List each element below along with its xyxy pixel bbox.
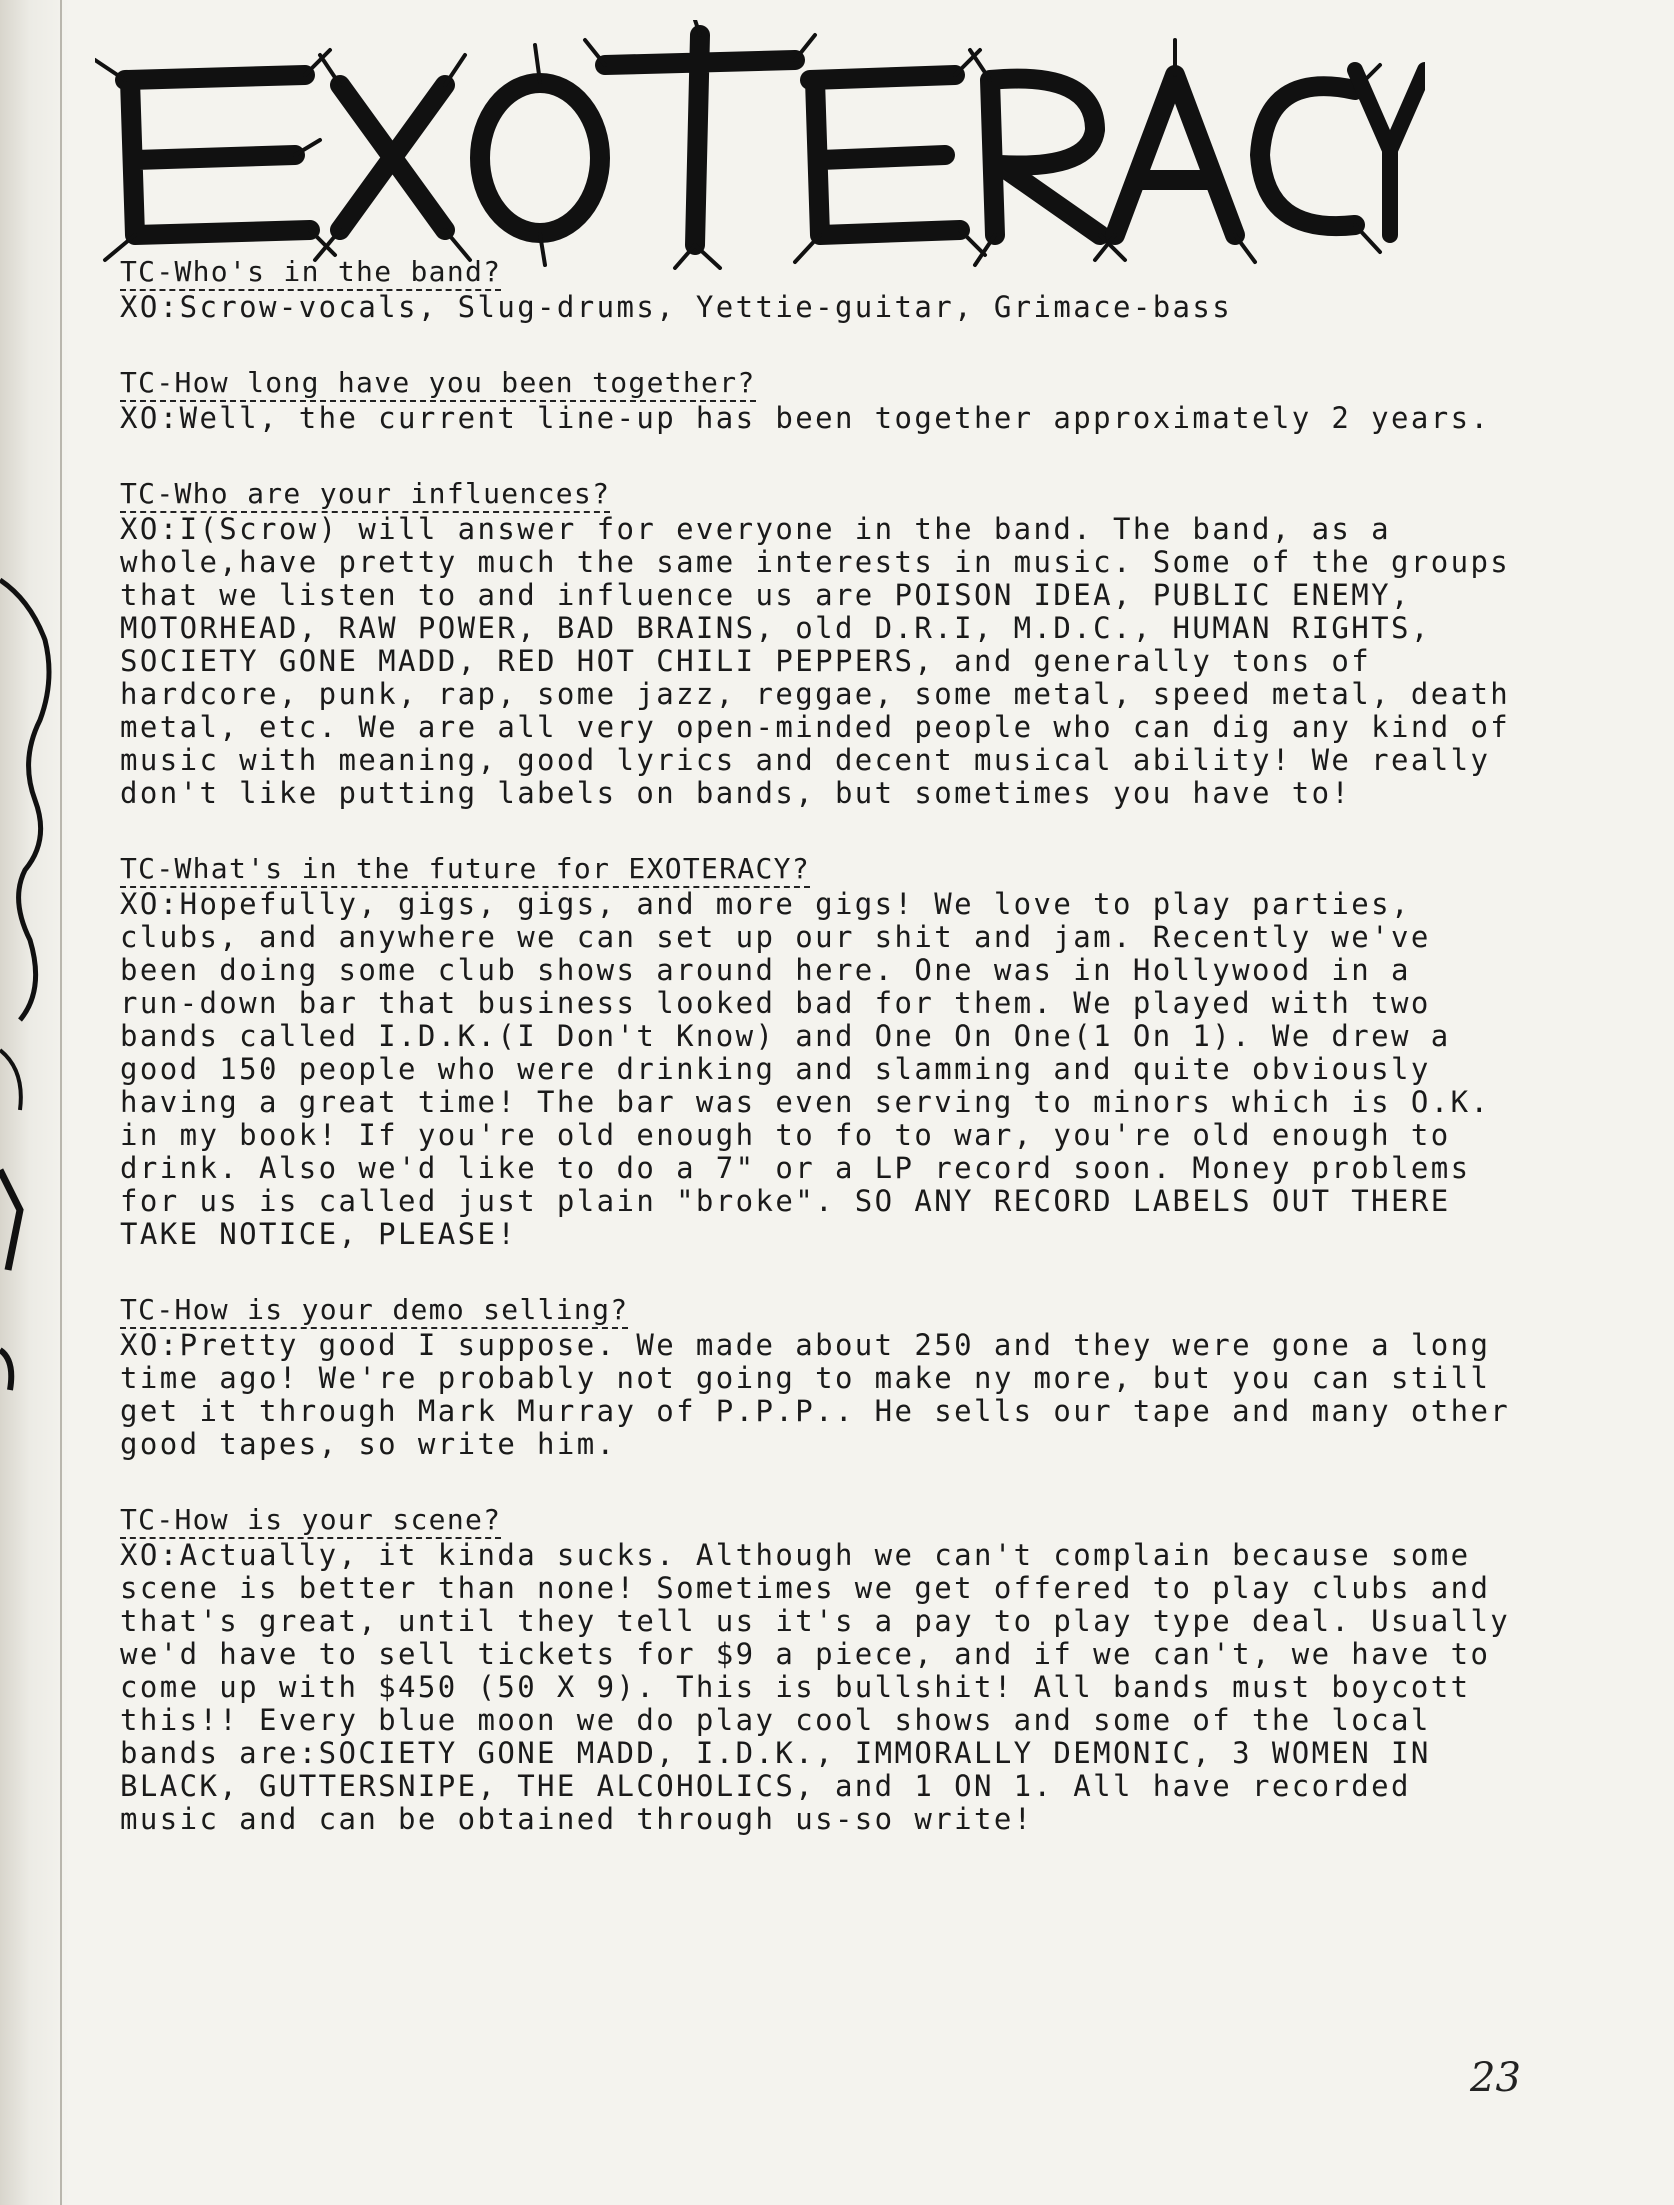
interview-answer-line: XO:Hopefully, gigs, gigs, and more gigs! We love to play parties, xyxy=(120,887,1411,921)
interview-answer-line: been doing some club shows around here. One was in Hollywood in a xyxy=(120,953,1411,987)
qa-block xyxy=(120,477,1520,810)
qa-block xyxy=(120,255,1520,324)
interview-answer-line: in my book! If you're old enough to fo to war, you're old enough to xyxy=(120,1118,1451,1152)
interview-answer-line: music and can be obtained through us-so write! xyxy=(120,1802,1034,1836)
interview-answer-line: MOTORHEAD, RAW POWER, BAD BRAINS, old D.R.I, M.D.C., HUMAN RIGHTS, xyxy=(120,611,1431,645)
interview-answer-line: BLACK, GUTTERSNIPE, THE ALCOHOLICS, and 1 ON 1. All have recorded xyxy=(120,1769,1411,1803)
qa-block xyxy=(120,366,1520,435)
interview-question: TC-Who's in the band? xyxy=(120,255,501,291)
interview-answer-line: metal, etc. We are all very open-minded people who can dig any kind of xyxy=(120,710,1511,744)
interview-answer-line: XO:Scrow-vocals, Slug-drums, Yettie-guitar, Grimace-bass xyxy=(120,290,1233,324)
interview-answer-line: XO:Pretty good I suppose. We made about 250 and they were gone a long xyxy=(120,1328,1491,1362)
interview-answer-line: good 150 people who were drinking and slamming and quite obviously xyxy=(120,1052,1431,1086)
interview-answer-line: time ago! We're probably not going to make ny more, but you can still xyxy=(120,1361,1491,1395)
interview-answer-line: get it through Mark Murray of P.P.P.. He sells our tape and many other xyxy=(120,1394,1511,1428)
qa-block xyxy=(120,852,1520,1251)
interview-answer-line: drink. Also we'd like to do a 7" or a LP record soon. Money problems xyxy=(120,1151,1471,1185)
interview-answer-line: XO:Actually, it kinda sucks. Although we can't complain because some xyxy=(120,1538,1471,1572)
interview-answer-line: don't like putting labels on bands, but sometimes you have to! xyxy=(120,776,1352,810)
interview-question: TC-How is your scene? xyxy=(120,1503,501,1539)
interview-answer-line: hardcore, punk, rap, some jazz, reggae, some metal, speed metal, death xyxy=(120,677,1511,711)
interview-answer-line: run-down bar that business looked bad for them. We played with two xyxy=(120,986,1431,1020)
interview-answer-line: scene is better than none! Sometimes we get offered to play clubs and xyxy=(120,1571,1491,1605)
interview-answer-line: good tapes, so write him. xyxy=(120,1427,617,1461)
interview-question: TC-How long have you been together? xyxy=(120,366,756,402)
interview-answer-line: we'd have to sell tickets for $9 a piece, and if we can't, we have to xyxy=(120,1637,1491,1671)
qa-block xyxy=(120,1503,1520,1836)
interview-answer-line: that we listen to and influence us are POISON IDEA, PUBLIC ENEMY, xyxy=(120,578,1411,612)
interview-answer-line: TAKE NOTICE, PLEASE! xyxy=(120,1217,518,1251)
interview-answer-line: music with meaning, good lyrics and decent musical ability! We really xyxy=(120,743,1491,777)
interview-answer-line: bands called I.D.K.(I Don't Know) and One On One(1 On 1). We drew a xyxy=(120,1019,1451,1053)
interview-answer-line: come up with $450 (50 X 9). This is bullshit! All bands must boycott xyxy=(120,1670,1471,1704)
interview-answer-line: whole,have pretty much the same interests in music. Some of the groups xyxy=(120,545,1511,579)
interview-answer-line: for us is called just plain "broke". SO ANY RECORD LABELS OUT THERE xyxy=(120,1184,1451,1218)
interview-answer-line: having a great time! The bar was even serving to minors which is O.K. xyxy=(120,1085,1491,1119)
qa-block xyxy=(120,1293,1520,1461)
interview xyxy=(120,255,1520,1878)
interview-question: TC-What's in the future for EXOTERACY? xyxy=(120,852,810,888)
interview-answer-line: bands are:SOCIETY GONE MADD, I.D.K., IMMORALLY DEMONIC, 3 WOMEN IN xyxy=(120,1736,1431,1770)
interview-answer-line: this!! Every blue moon we do play cool shows and some of the local xyxy=(120,1703,1431,1737)
interview-answer-line: clubs, and anywhere we can set up our shit and jam. Recently we've xyxy=(120,920,1431,954)
exoteracy-logo xyxy=(95,20,1425,270)
interview-answer-line: XO:Well, the current line-up has been together approximately 2 years. xyxy=(120,401,1491,435)
interview-answer-line: XO:I(Scrow) will answer for everyone in the band. The band, as a xyxy=(120,512,1392,546)
interview-question: TC-Who are your influences? xyxy=(120,477,610,513)
interview-question: TC-How is your demo selling? xyxy=(120,1293,628,1329)
interview-answer-line: that's great, until they tell us it's a pay to play type deal. Usually xyxy=(120,1604,1511,1638)
adjacent-page-drawing xyxy=(0,570,80,1770)
page-number: 23 xyxy=(1470,2055,1521,2101)
interview-answer-line: SOCIETY GONE MADD, RED HOT CHILI PEPPERS, and generally tons of xyxy=(120,644,1372,678)
